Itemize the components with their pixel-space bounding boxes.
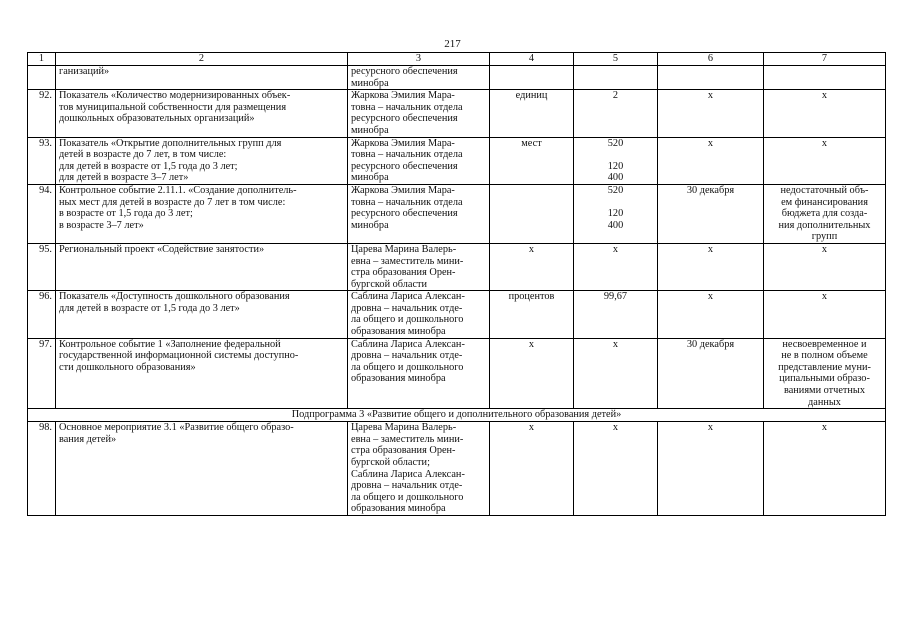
cell-line: Саблина Лариса Алексан- (351, 468, 465, 480)
cell-line: образования минобра (351, 373, 446, 385)
row-deadline: х (658, 243, 764, 290)
row-number: 95. (28, 243, 56, 290)
row-value (574, 137, 658, 184)
cell-line: Контрольное событие 2.11.1. «Создание дополнитель- (59, 184, 297, 196)
table-row (28, 338, 886, 409)
cell-line: ла общего и дошкольного (351, 491, 464, 503)
cell-line: 400 (607, 219, 624, 231)
cell-line: образования минобра (351, 503, 446, 515)
cell-line: ния дополнительных (778, 219, 871, 231)
row-unit: х (490, 243, 574, 290)
row-deadline: х (658, 422, 764, 516)
cell-line: минобра (351, 124, 389, 136)
row-value (574, 66, 658, 90)
cell-line: ем финансирования (781, 196, 868, 208)
document-table (27, 52, 886, 516)
cell-line: х (821, 291, 828, 303)
row-description (56, 338, 348, 409)
cell-line: представление муни- (778, 361, 871, 373)
cell-line: детей в возрасте до 7 лет, в том числе: (59, 149, 227, 161)
table-row (28, 66, 886, 90)
cell-line: сти дошкольного образования» (59, 361, 196, 373)
cell-line: х (821, 90, 828, 102)
cell-line: в возрасте 3–7 лет» (59, 219, 144, 231)
cell-line: в возрасте от 1,5 года до 3 лет; (59, 208, 193, 220)
cell-line (577, 149, 654, 161)
row-deadline: 30 декабря (658, 184, 764, 243)
row-risk (764, 422, 886, 516)
cell-line: Жаркова Эмилия Мара- (351, 137, 455, 149)
row-value (574, 184, 658, 243)
row-description (56, 137, 348, 184)
cell-line: х (612, 243, 619, 255)
cell-line: Жаркова Эмилия Мара- (351, 90, 455, 102)
row-number: 92. (28, 90, 56, 137)
cell-line: Саблина Лариса Алексан- (351, 338, 465, 350)
cell-line: х (821, 243, 828, 255)
column-header: 2 (56, 53, 348, 66)
cell-line: х (821, 137, 828, 149)
cell-line: Царева Марина Валерь- (351, 243, 457, 255)
cell-line: х (612, 338, 619, 350)
row-unit (490, 184, 574, 243)
row-risk (764, 90, 886, 137)
column-header: 3 (348, 53, 490, 66)
row-risk (764, 243, 886, 290)
row-deadline: х (658, 90, 764, 137)
row-description (56, 291, 348, 338)
cell-line: Основное мероприятие 3.1 «Развитие общего образо- (59, 422, 294, 434)
cell-line: 120 (607, 208, 624, 220)
table-row (28, 184, 886, 243)
page-number: 217 (444, 38, 461, 50)
cell-line: Контрольное событие 1 «Заполнение федеральной (59, 338, 281, 350)
cell-line: образования минобра (351, 326, 446, 338)
row-risk (764, 338, 886, 409)
cell-line (577, 197, 654, 209)
cell-line: ресурсного обеспечения (351, 113, 458, 125)
cell-line: не в полном объеме (781, 350, 868, 362)
column-number-row (28, 53, 886, 66)
row-value (574, 291, 658, 338)
subprogram-header-row (28, 409, 886, 422)
row-deadline (658, 66, 764, 90)
cell-line: Жаркова Эмилия Мара- (351, 184, 455, 196)
cell-line: государственной информационной системы доступно- (59, 350, 299, 362)
row-responsible (348, 243, 490, 290)
table-row (28, 243, 886, 290)
row-responsible (348, 338, 490, 409)
row-value (574, 422, 658, 516)
cell-line: евна – заместитель мини- (351, 255, 464, 267)
cell-line: ресурсного обеспечения (351, 160, 458, 172)
column-header: 7 (764, 53, 886, 66)
row-responsible (348, 137, 490, 184)
cell-line: бургской области; (351, 457, 430, 468)
cell-line: минобра (351, 77, 389, 89)
cell-line: 120 (607, 160, 624, 172)
row-responsible (348, 291, 490, 338)
cell-line: стра образования Орен- (351, 445, 456, 457)
row-risk (764, 184, 886, 243)
cell-line: минобра (351, 219, 389, 231)
row-value (574, 243, 658, 290)
row-number: 93. (28, 137, 56, 184)
cell-line: 400 (607, 172, 624, 184)
cell-line: дошкольных образовательных организаций» (59, 113, 255, 125)
table-row (28, 422, 886, 516)
column-header: 6 (658, 53, 764, 66)
row-deadline: х (658, 137, 764, 184)
row-risk (764, 66, 886, 90)
cell-line: дровна – начальник отде- (351, 302, 463, 314)
row-responsible (348, 66, 490, 90)
cell-line: для детей в возрасте от 1,5 года до 3 лет» (59, 302, 240, 314)
row-number (28, 66, 56, 90)
cell-line: дровна – начальник отде- (351, 350, 463, 362)
cell-line: ных мест для детей в возрасте до 7 лет в том числе: (59, 196, 286, 208)
row-value (574, 90, 658, 137)
table-row (28, 90, 886, 137)
cell-line: для детей в возрасте от 1,5 года до 3 лет; (59, 160, 238, 172)
row-responsible (348, 184, 490, 243)
row-unit: процентов (490, 291, 574, 338)
row-description (56, 90, 348, 137)
column-header: 4 (490, 53, 574, 66)
cell-line: Показатель «Количество модернизированных объек- (59, 90, 291, 102)
cell-line: товна – начальник отдела (351, 196, 463, 208)
row-number: 97. (28, 338, 56, 409)
cell-line: несвоевременное и (782, 338, 867, 350)
cell-line: ганизаций» (59, 66, 110, 77)
cell-line: тов муниципальной собственности для размещения (59, 101, 287, 113)
row-description (56, 243, 348, 290)
cell-line: стра образования Орен- (351, 267, 456, 279)
row-unit: х (490, 422, 574, 516)
row-unit (490, 66, 574, 90)
cell-line: бюджета для созда- (781, 208, 868, 220)
row-risk (764, 137, 886, 184)
cell-line: 2 (612, 90, 619, 102)
column-header: 1 (28, 53, 56, 66)
cell-line: х (821, 422, 828, 434)
cell-line: бургской области (351, 278, 428, 290)
row-deadline: 30 декабря (658, 338, 764, 409)
column-header: 5 (574, 53, 658, 66)
row-risk (764, 291, 886, 338)
cell-line: Саблина Лариса Алексан- (351, 291, 465, 303)
row-responsible (348, 90, 490, 137)
cell-line: дровна – начальник отде- (351, 480, 463, 492)
cell-line: ла общего и дошкольного (351, 361, 464, 373)
table-body (28, 66, 886, 516)
row-description (56, 66, 348, 90)
table-row (28, 291, 886, 338)
cell-line: товна – начальник отдела (351, 101, 463, 113)
cell-line: ла общего и дошкольного (351, 314, 464, 326)
cell-line: ресурсного обеспечения (351, 208, 458, 220)
cell-line: Показатель «Открытие дополнительных групп для (59, 137, 282, 149)
row-number: 94. (28, 184, 56, 243)
cell-line: Региональный проект «Содействие занятости» (59, 243, 265, 255)
row-number: 98. (28, 422, 56, 516)
cell-line: групп (811, 231, 838, 243)
cell-line: евна – заместитель мини- (351, 433, 464, 445)
row-unit: единиц (490, 90, 574, 137)
row-unit: мест (490, 137, 574, 184)
cell-line: недостаточный объ- (780, 184, 869, 196)
cell-line: минобра (351, 172, 389, 184)
cell-line: 520 (607, 137, 624, 149)
cell-line: 520 (607, 184, 624, 196)
cell-line: 99,67 (603, 291, 628, 303)
row-description (56, 422, 348, 516)
cell-line: данных (808, 396, 841, 408)
cell-line: ваниями отчетных (784, 385, 865, 397)
row-responsible (348, 422, 490, 516)
row-description (56, 184, 348, 243)
row-value (574, 338, 658, 409)
row-unit: х (490, 338, 574, 409)
row-deadline: х (658, 291, 764, 338)
subprogram-title: Подпрограмма 3 «Развитие общего и дополнительного образования детей» (28, 409, 886, 422)
cell-line: товна – начальник отдела (351, 149, 463, 161)
cell-line: Показатель «Доступность дошкольного образования (59, 291, 290, 303)
cell-line: х (612, 422, 619, 434)
table-row (28, 137, 886, 184)
cell-line: Царева Марина Валерь- (351, 422, 457, 434)
cell-line: вания детей» (59, 433, 117, 445)
cell-line: для детей в возрасте 3–7 лет» (59, 172, 189, 184)
row-number: 96. (28, 291, 56, 338)
cell-line: ресурсного обеспечения (351, 66, 458, 77)
cell-line: ципальными образо- (779, 373, 870, 385)
